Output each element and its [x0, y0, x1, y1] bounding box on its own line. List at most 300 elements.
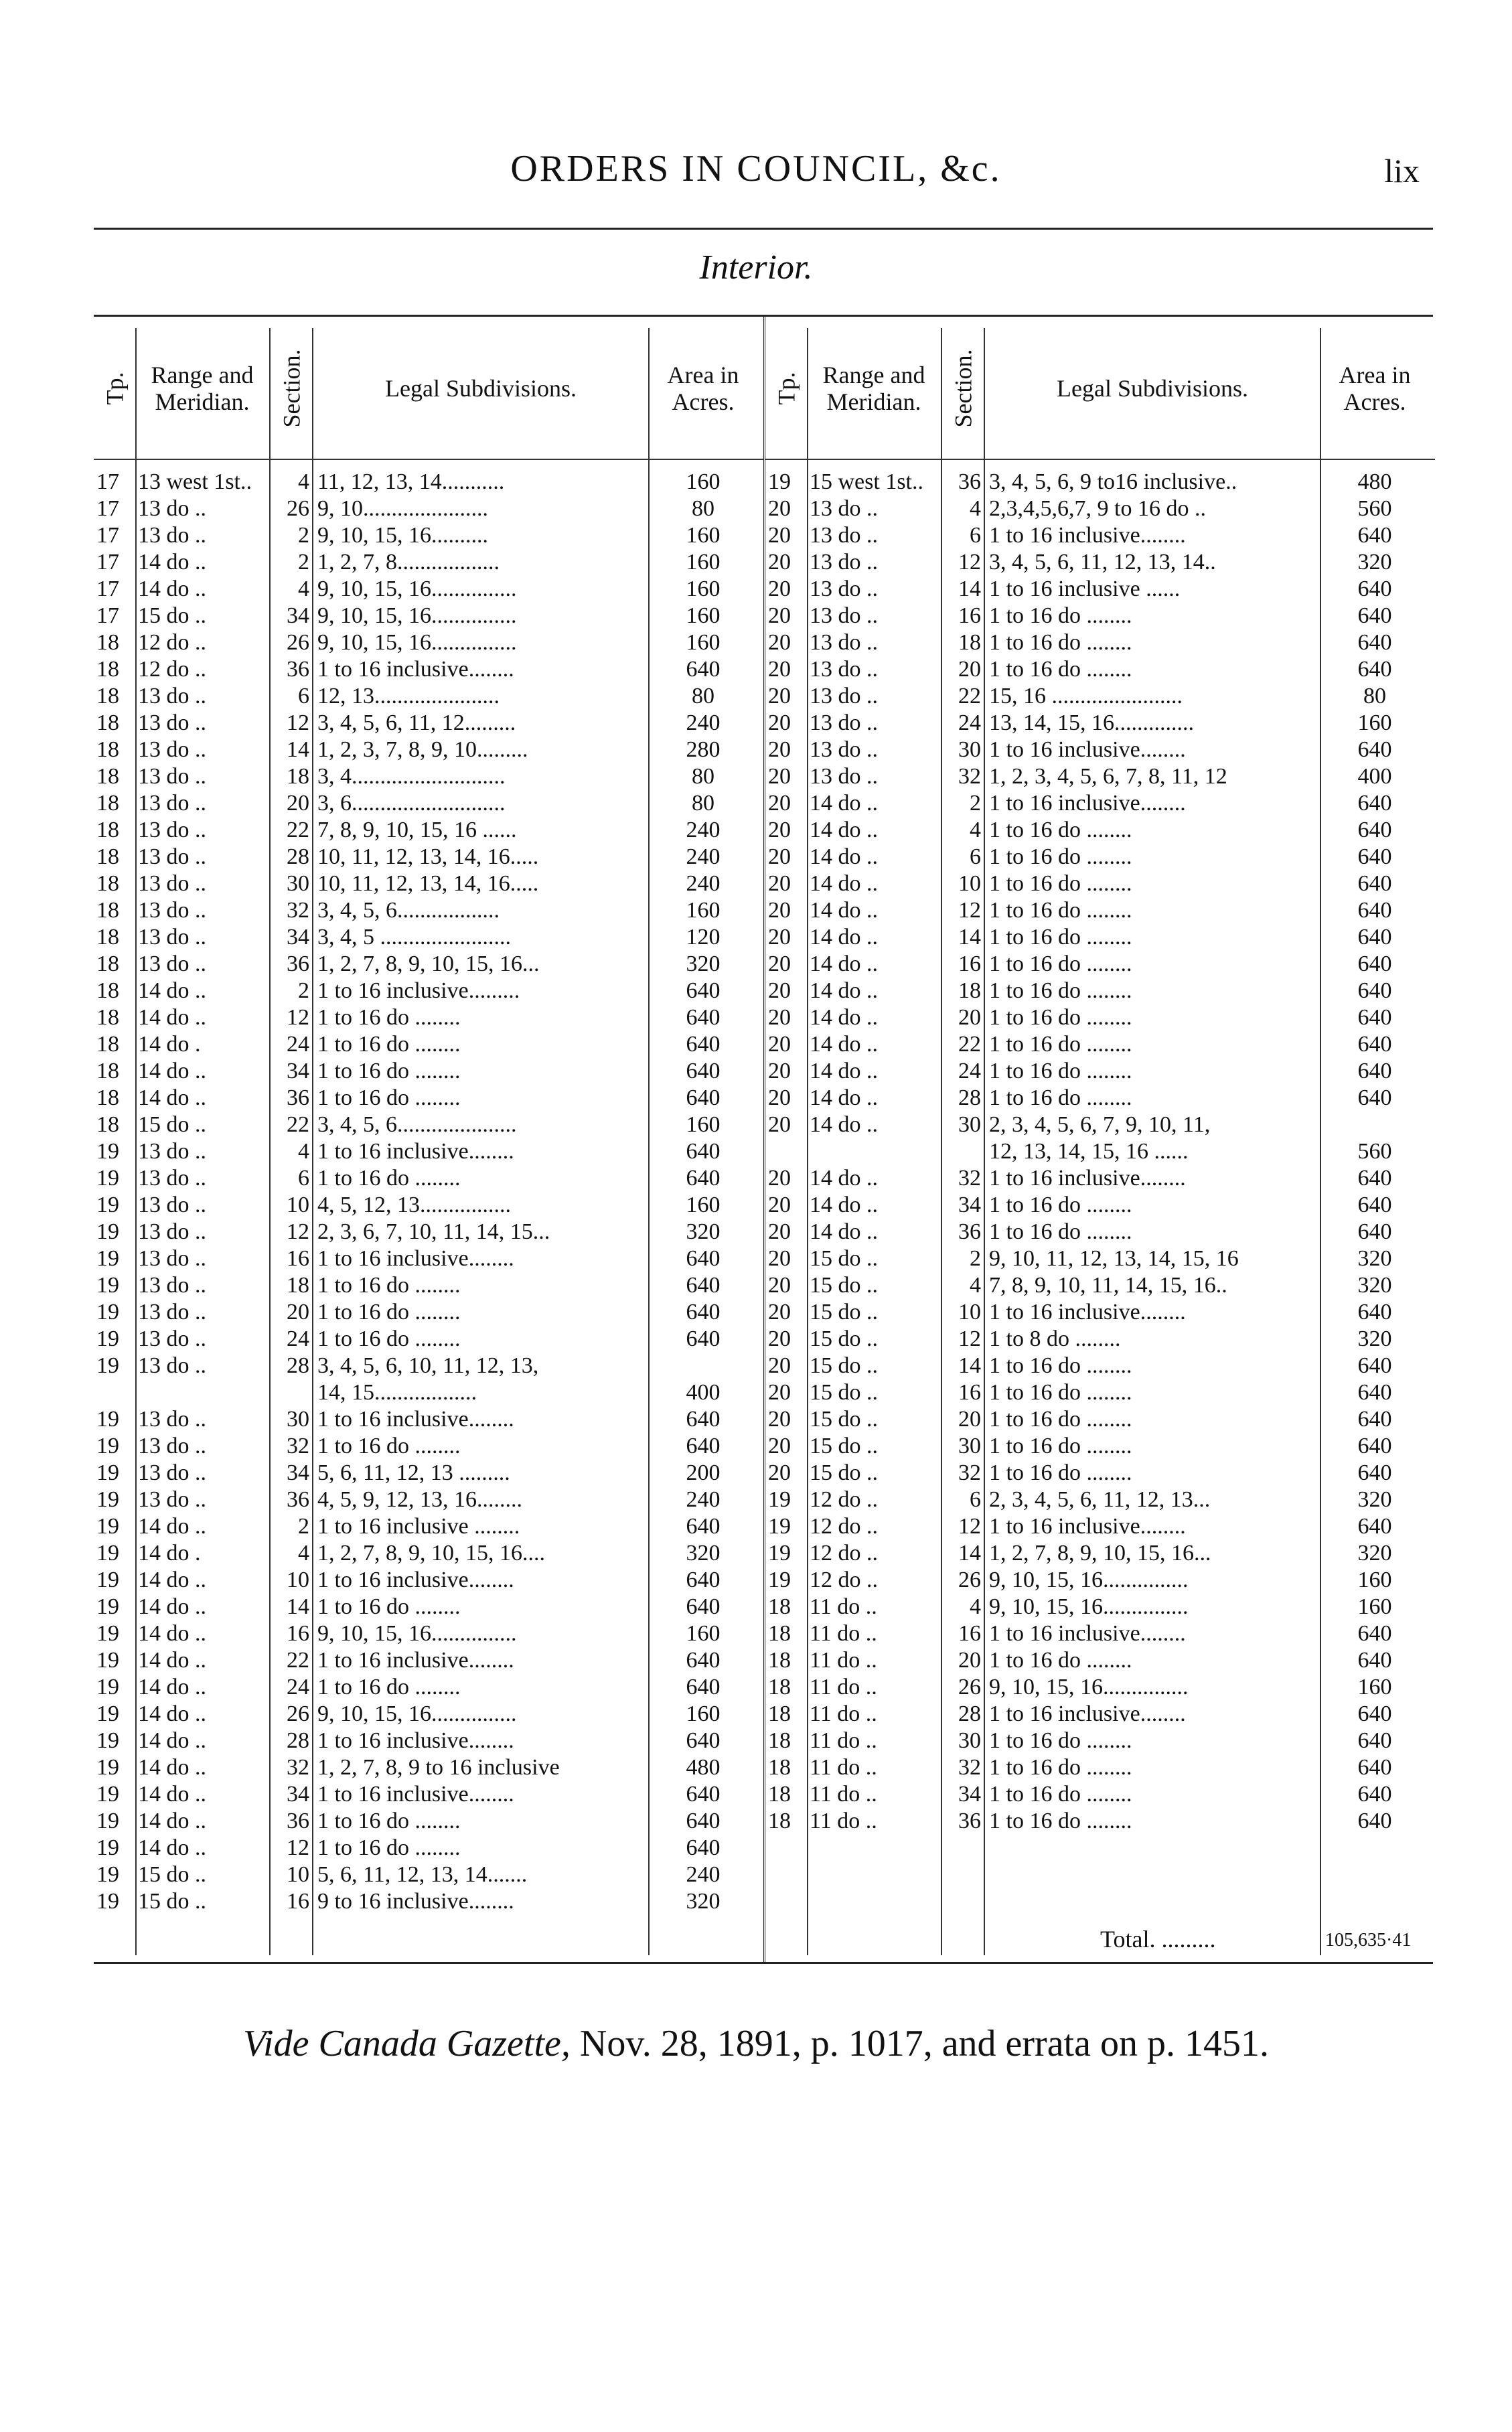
legal-cell: 1 to 16 inclusive........	[989, 737, 1186, 762]
range-cell: 15 do ..	[810, 1380, 878, 1405]
area-cell: 480	[1357, 469, 1392, 494]
tp-cell	[765, 1138, 808, 1165]
tp-cell: 20	[768, 1112, 791, 1137]
legal-cell: 3, 4, 5, 6, 10, 11, 12, 13,	[317, 1353, 539, 1378]
table-row	[765, 1165, 1435, 1192]
section-cell: 2	[298, 523, 309, 548]
tp-cell: 19	[96, 1353, 119, 1378]
tp-cell: 19	[96, 1701, 119, 1726]
legal-cell: 2,3,4,5,6,7, 9 to 16 do ..	[989, 496, 1206, 521]
table-row	[765, 897, 1435, 924]
section-cell: 26	[287, 1701, 309, 1726]
area-cell: 640	[1357, 844, 1392, 869]
total-label: Total. .........	[1100, 1926, 1216, 1953]
area-cell: 640	[1357, 1353, 1392, 1378]
legal-cell: 1 to 16 inclusive........	[989, 791, 1186, 816]
table-row	[765, 1379, 1435, 1406]
tp-cell: 18	[96, 684, 119, 708]
legal-cell: 1 to 8 do ........	[989, 1326, 1121, 1351]
area-cell: 240	[686, 844, 721, 869]
footnote	[0, 2022, 1512, 2065]
area-cell: 160	[686, 469, 721, 494]
legal-cell: 9, 10, 15, 16...............	[317, 1701, 517, 1726]
area-cell: 640	[1357, 523, 1392, 548]
range-cell: 13 do ..	[138, 1166, 206, 1191]
tp-cell: 18	[768, 1755, 791, 1780]
table-row	[94, 1567, 763, 1594]
section-cell: 30	[287, 871, 309, 896]
range-cell: 14 do ..	[810, 978, 878, 1003]
area-cell: 120	[686, 925, 721, 949]
legal-cell: 1, 2, 7, 8, 9 to 16 inclusive	[317, 1755, 560, 1780]
table-row	[765, 1594, 1435, 1620]
tp-cell: 18	[96, 844, 119, 869]
section-cell: 34	[958, 1782, 981, 1807]
area-cell: 640	[686, 1809, 721, 1833]
area-cell: 640	[1357, 1782, 1392, 1807]
section-cell: 28	[958, 1085, 981, 1110]
table-row	[94, 1433, 763, 1460]
legal-cell: 3, 4, 5 .......................	[317, 925, 511, 949]
table-row	[94, 1353, 763, 1379]
range-cell: 13 do ..	[138, 1326, 206, 1351]
tp-cell: 20	[768, 1407, 791, 1432]
range-cell: 15 west 1st..	[810, 469, 923, 494]
range-cell: 14 do ..	[138, 1594, 206, 1619]
range-cell: 13 do ..	[810, 710, 878, 735]
legal-cell: 1 to 16 inclusive........	[317, 1246, 514, 1271]
tp-cell: 18	[96, 925, 119, 949]
table-row	[765, 1808, 1435, 1835]
range-cell: 13 do ..	[138, 1300, 206, 1324]
legal-cell: 1 to 16 do ........	[317, 1835, 461, 1860]
table-row	[765, 1031, 1435, 1058]
range-cell: 13 do ..	[138, 496, 206, 521]
tp-cell: 20	[768, 978, 791, 1003]
section-cell: 32	[287, 1434, 309, 1458]
section-cell: 28	[958, 1701, 981, 1726]
range-cell: 13 do ..	[138, 684, 206, 708]
table-row	[94, 710, 763, 737]
tp-cell: 18	[96, 1059, 119, 1083]
area-cell: 640	[686, 1675, 721, 1699]
area-cell: 320	[1357, 1326, 1392, 1351]
section-cell: 22	[287, 818, 309, 842]
range-cell: 12 do ..	[138, 657, 206, 682]
table-row	[94, 1192, 763, 1219]
tp-cell: 18	[96, 1112, 119, 1137]
legal-cell: 1 to 16 inclusive........	[989, 1701, 1186, 1726]
range-cell: 15 do ..	[138, 1862, 206, 1887]
range-cell: 14 do ..	[810, 1193, 878, 1217]
section-cell: 12	[287, 1219, 309, 1244]
legal-cell: 1 to 16 do ........	[989, 1728, 1132, 1753]
area-cell: 320	[1357, 1246, 1392, 1271]
legal-cell: 3, 4, 5, 6, 9 to16 inclusive..	[989, 469, 1237, 494]
section-cell: 24	[287, 1326, 309, 1351]
table-row	[765, 1272, 1435, 1299]
range-cell: 14 do ..	[138, 1728, 206, 1753]
area-cell: 80	[692, 764, 714, 789]
area-cell: 160	[686, 550, 721, 575]
section-cell: 2	[970, 791, 981, 816]
section-cell: 6	[970, 523, 981, 548]
range-cell: 13 do ..	[138, 818, 206, 842]
tp-cell: 19	[96, 1675, 119, 1699]
table-row	[94, 1540, 763, 1567]
section-cell: 14	[958, 925, 981, 949]
legal-cell: 1 to 16 inclusive........	[317, 1407, 514, 1432]
range-cell: 15 do ..	[810, 1407, 878, 1432]
table-row	[765, 1647, 1435, 1674]
tp-cell: 20	[768, 871, 791, 896]
range-cell: 14 do ..	[138, 978, 206, 1003]
table-row	[765, 1567, 1435, 1594]
section-cell: 4	[298, 577, 309, 601]
legal-cell: 1 to 16 do ........	[989, 1219, 1132, 1244]
col-head-range: Range and Meridian.	[822, 362, 925, 415]
range-cell: 15 do ..	[810, 1273, 878, 1298]
range-cell: 11 do ..	[810, 1782, 877, 1807]
legal-cell: 1 to 16 inclusive........	[989, 1621, 1186, 1646]
column-head-rule	[94, 459, 763, 460]
section-cell: 4	[970, 1273, 981, 1298]
area-cell: 640	[686, 1326, 721, 1351]
table-row	[94, 844, 763, 870]
table-row	[94, 629, 763, 656]
table-row	[94, 1808, 763, 1835]
range-cell: 11 do ..	[810, 1755, 877, 1780]
range-cell: 13 do ..	[810, 603, 878, 628]
table-row	[765, 683, 1435, 710]
legal-cell: 9, 10......................	[317, 496, 488, 521]
legal-cell: 1 to 16 do ........	[317, 1032, 461, 1057]
table-row	[94, 1326, 763, 1353]
tp-cell: 19	[96, 1246, 119, 1271]
section-cell: 18	[287, 764, 309, 789]
legal-cell: 9, 10, 15, 16...............	[317, 1621, 517, 1646]
range-cell: 12 do ..	[810, 1514, 878, 1539]
legal-cell: 1 to 16 do ........	[317, 1809, 461, 1833]
area-cell: 640	[1357, 1166, 1392, 1191]
section-cell: 32	[287, 1755, 309, 1780]
section-cell: 10	[287, 1193, 309, 1217]
section-cell: 24	[958, 710, 981, 735]
range-cell: 14 do ..	[810, 925, 878, 949]
range-cell	[135, 1379, 272, 1406]
legal-cell: 9, 10, 15, 16..........	[317, 523, 488, 548]
tp-cell: 17	[96, 523, 119, 548]
legal-cell: 1 to 16 do ........	[989, 925, 1132, 949]
tp-cell: 19	[96, 1300, 119, 1324]
range-cell: 14 do ..	[138, 1621, 206, 1646]
section-cell: 30	[958, 1434, 981, 1458]
legal-cell: 9, 10, 15, 16...............	[989, 1594, 1189, 1619]
legal-cell: 1 to 16 do ........	[317, 1675, 461, 1699]
legal-cell: 9, 10, 15, 16...............	[989, 1568, 1189, 1592]
table-row	[94, 1379, 763, 1406]
table-row	[94, 549, 763, 576]
legal-cell: 1 to 16 do ........	[989, 1353, 1132, 1378]
table-row	[94, 1165, 763, 1192]
tp-cell: 20	[768, 1273, 791, 1298]
legal-cell: 1 to 16 inclusive........	[317, 1568, 514, 1592]
area-cell: 640	[1357, 1005, 1392, 1030]
range-cell: 14 do ..	[810, 818, 878, 842]
area-cell: 160	[686, 1621, 721, 1646]
area-cell: 640	[686, 1059, 721, 1083]
area-cell: 640	[1357, 657, 1392, 682]
range-cell: 11 do ..	[810, 1728, 877, 1753]
section-cell: 16	[287, 1889, 309, 1914]
range-cell: 14 do ..	[138, 1648, 206, 1673]
tp-cell: 19	[96, 1809, 119, 1833]
col-head-area: Area in Acres.	[667, 362, 739, 415]
tp-cell: 20	[768, 550, 791, 575]
table-row	[94, 522, 763, 549]
running-head	[0, 147, 1512, 201]
section-cell: 36	[287, 1809, 309, 1833]
table-row	[765, 603, 1435, 629]
legal-cell: 1 to 16 do ........	[989, 1193, 1132, 1217]
range-cell: 14 do ..	[138, 1755, 206, 1780]
legal-cell: 1, 2, 7, 8, 9, 10, 15, 16...	[317, 952, 540, 976]
area-cell: 200	[686, 1460, 721, 1485]
tp-cell: 19	[96, 1273, 119, 1298]
section-cell: 10	[287, 1568, 309, 1592]
section-cell: 34	[287, 1460, 309, 1485]
section-cell: 2	[298, 978, 309, 1003]
legal-cell: 1, 2, 7, 8, 9, 10, 15, 16...	[989, 1541, 1211, 1566]
area-cell: 160	[686, 898, 721, 923]
area-cell: 320	[1357, 1273, 1392, 1298]
tp-cell: 20	[768, 1219, 791, 1244]
area-cell: 320	[686, 1889, 721, 1914]
area-cell: 240	[686, 871, 721, 896]
tp-cell: 19	[96, 1862, 119, 1887]
section-cell: 22	[287, 1112, 309, 1137]
area-cell: 640	[1357, 952, 1392, 976]
range-cell: 13 do ..	[138, 1407, 206, 1432]
section-cell: 20	[958, 1407, 981, 1432]
legal-cell: 1 to 16 do ........	[989, 1648, 1132, 1673]
range-cell: 13 do ..	[810, 684, 878, 708]
section-cell: 36	[958, 1809, 981, 1833]
table-row	[765, 870, 1435, 897]
table-row	[765, 656, 1435, 683]
tp-cell: 20	[768, 1166, 791, 1191]
table-row	[765, 737, 1435, 763]
legal-cell: 1 to 16 do ........	[989, 657, 1132, 682]
section-cell: 34	[287, 603, 309, 628]
section-cell: 28	[287, 1353, 309, 1378]
section-cell: 24	[958, 1059, 981, 1083]
legal-cell: 1, 2, 7, 8, 9, 10, 15, 16....	[317, 1541, 545, 1566]
section-cell: 28	[287, 1728, 309, 1753]
area-cell: 400	[1357, 764, 1392, 789]
legal-cell: 1 to 16 do ........	[989, 1782, 1132, 1807]
area-cell: 80	[692, 791, 714, 816]
area-cell: 320	[1357, 550, 1392, 575]
col-head-tp: Tp.	[101, 372, 128, 405]
area-cell: 640	[686, 1514, 721, 1539]
tp-cell: 18	[96, 764, 119, 789]
section-cell: 18	[958, 978, 981, 1003]
range-cell: 14 do ..	[810, 1032, 878, 1057]
left-table-half	[94, 315, 763, 1962]
range-cell: 14 do ..	[810, 1085, 878, 1110]
section-cell: 4	[970, 818, 981, 842]
legal-cell: 1 to 16 inclusive........	[989, 1166, 1186, 1191]
section-cell: 30	[958, 737, 981, 762]
table-row	[765, 469, 1435, 496]
area-cell: 160	[686, 1701, 721, 1726]
legal-cell: 1 to 16 inclusive........	[317, 1728, 514, 1753]
area-cell	[1321, 1112, 1428, 1138]
tp-cell: 19	[96, 1782, 119, 1807]
range-cell: 15 do ..	[810, 1326, 878, 1351]
section-cell: 32	[958, 1460, 981, 1485]
legal-cell: 1, 2, 7, 8..................	[317, 550, 500, 575]
range-cell: 15 do ..	[138, 603, 206, 628]
tp-cell: 18	[96, 952, 119, 976]
tp-cell: 20	[768, 710, 791, 735]
range-cell: 14 do ..	[810, 871, 878, 896]
table-row	[765, 763, 1435, 790]
table-row	[94, 576, 763, 603]
table-row	[765, 978, 1435, 1004]
range-cell: 12 do ..	[810, 1541, 878, 1566]
table-row	[94, 1058, 763, 1085]
tp-cell: 20	[768, 791, 791, 816]
area-cell: 320	[686, 1219, 721, 1244]
section-cell: 16	[287, 1621, 309, 1646]
legal-cell: 7, 8, 9, 10, 15, 16 ......	[317, 818, 517, 842]
range-cell: 14 do ..	[810, 791, 878, 816]
section-cell	[271, 1379, 312, 1406]
table-row	[765, 1754, 1435, 1781]
col-head-legal: Legal Subdivisions.	[1057, 375, 1248, 402]
range-cell: 14 do ..	[138, 1835, 206, 1860]
legal-cell: 9 to 16 inclusive........	[317, 1889, 514, 1914]
legal-cell: 1 to 16 do ........	[317, 1594, 461, 1619]
table-row	[94, 1085, 763, 1112]
area-cell: 640	[1357, 1728, 1392, 1753]
section-cell: 10	[958, 871, 981, 896]
tp-cell: 20	[768, 523, 791, 548]
range-cell: 14 do ..	[810, 1112, 878, 1137]
table-row	[94, 870, 763, 897]
range-cell: 14 do ..	[810, 1059, 878, 1083]
section-cell: 16	[958, 603, 981, 628]
range-cell: 11 do ..	[810, 1648, 877, 1673]
range-cell: 13 do ..	[138, 844, 206, 869]
range-cell: 13 do ..	[810, 496, 878, 521]
area-cell: 320	[686, 952, 721, 976]
legal-cell: 9, 10, 15, 16...............	[317, 630, 517, 655]
legal-cell: 5, 6, 11, 12, 13 .........	[317, 1460, 510, 1485]
legal-cell: 1 to 16 inclusive........	[317, 1648, 514, 1673]
area-cell: 640	[686, 1728, 721, 1753]
table-row	[94, 951, 763, 978]
legal-cell: 1 to 16 do ........	[989, 1380, 1132, 1405]
range-cell: 14 do ..	[138, 577, 206, 601]
area-cell: 320	[1357, 1487, 1392, 1512]
area-cell: 640	[1357, 1085, 1392, 1110]
legal-cell: 9, 10, 15, 16...............	[317, 577, 517, 601]
tp-cell: 17	[96, 603, 119, 628]
legal-cell: 1 to 16 do ........	[989, 1085, 1132, 1110]
tp-cell: 19	[96, 1487, 119, 1512]
section-cell: 4	[298, 469, 309, 494]
table-row	[94, 1219, 763, 1245]
range-cell: 13 do ..	[138, 1246, 206, 1271]
legal-cell: 1 to 16 inclusive........	[317, 657, 514, 682]
legal-cell: 9, 10, 11, 12, 13, 14, 15, 16	[989, 1246, 1239, 1271]
range-cell: 14 do .	[138, 1032, 201, 1057]
area-cell: 640	[1357, 1648, 1392, 1673]
legal-cell: 5, 6, 11, 12, 13, 14.......	[317, 1862, 528, 1887]
legal-cell: 10, 11, 12, 13, 14, 16.....	[317, 844, 539, 869]
table-row	[765, 1701, 1435, 1728]
area-cell: 560	[1357, 1139, 1392, 1164]
tp-cell: 18	[96, 657, 119, 682]
tp-cell: 20	[768, 1353, 791, 1378]
area-cell: 80	[1363, 684, 1386, 708]
legal-cell: 4, 5, 12, 13................	[317, 1193, 511, 1217]
legal-cell: 12, 13......................	[317, 684, 500, 708]
area-cell: 160	[686, 630, 721, 655]
tp-cell: 19	[96, 1407, 119, 1432]
tp-cell: 18	[96, 1085, 119, 1110]
area-cell: 160	[686, 523, 721, 548]
area-cell: 640	[686, 1273, 721, 1298]
legal-cell: 15, 16 .......................	[989, 684, 1183, 708]
tp-cell: 18	[768, 1782, 791, 1807]
legal-cell: 1 to 16 do ........	[989, 603, 1132, 628]
tp-cell: 18	[96, 978, 119, 1003]
column-head-rule	[765, 459, 1435, 460]
legal-cell: 1 to 16 inclusive........	[989, 1300, 1186, 1324]
table-row	[765, 1299, 1435, 1326]
section-cell: 20	[958, 1005, 981, 1030]
table-row	[94, 603, 763, 629]
area-cell: 640	[1357, 1380, 1392, 1405]
range-cell: 11 do ..	[810, 1594, 877, 1619]
range-cell: 14 do ..	[810, 952, 878, 976]
range-cell: 14 do ..	[138, 1059, 206, 1083]
section-cell: 34	[287, 1059, 309, 1083]
tp-cell: 19	[96, 1835, 119, 1860]
legal-cell: 1 to 16 do ........	[317, 1326, 461, 1351]
tp-cell: 19	[96, 1889, 119, 1914]
section-cell: 14	[958, 1353, 981, 1378]
legal-cell: 1 to 16 do ........	[989, 818, 1132, 842]
section-cell: 32	[958, 1166, 981, 1191]
area-cell: 640	[1357, 577, 1392, 601]
range-cell: 15 do ..	[810, 1300, 878, 1324]
range-cell: 15 do ..	[138, 1889, 206, 1914]
section-title: Interior.	[699, 248, 813, 287]
range-cell: 14 do ..	[810, 844, 878, 869]
area-cell: 160	[686, 577, 721, 601]
tp-cell: 20	[768, 1085, 791, 1110]
range-cell: 13 do ..	[138, 1460, 206, 1485]
legal-cell: 1 to 16 do ........	[989, 1755, 1132, 1780]
range-cell: 13 do ..	[810, 764, 878, 789]
area-cell: 320	[686, 1541, 721, 1566]
area-cell: 640	[1357, 1809, 1392, 1833]
